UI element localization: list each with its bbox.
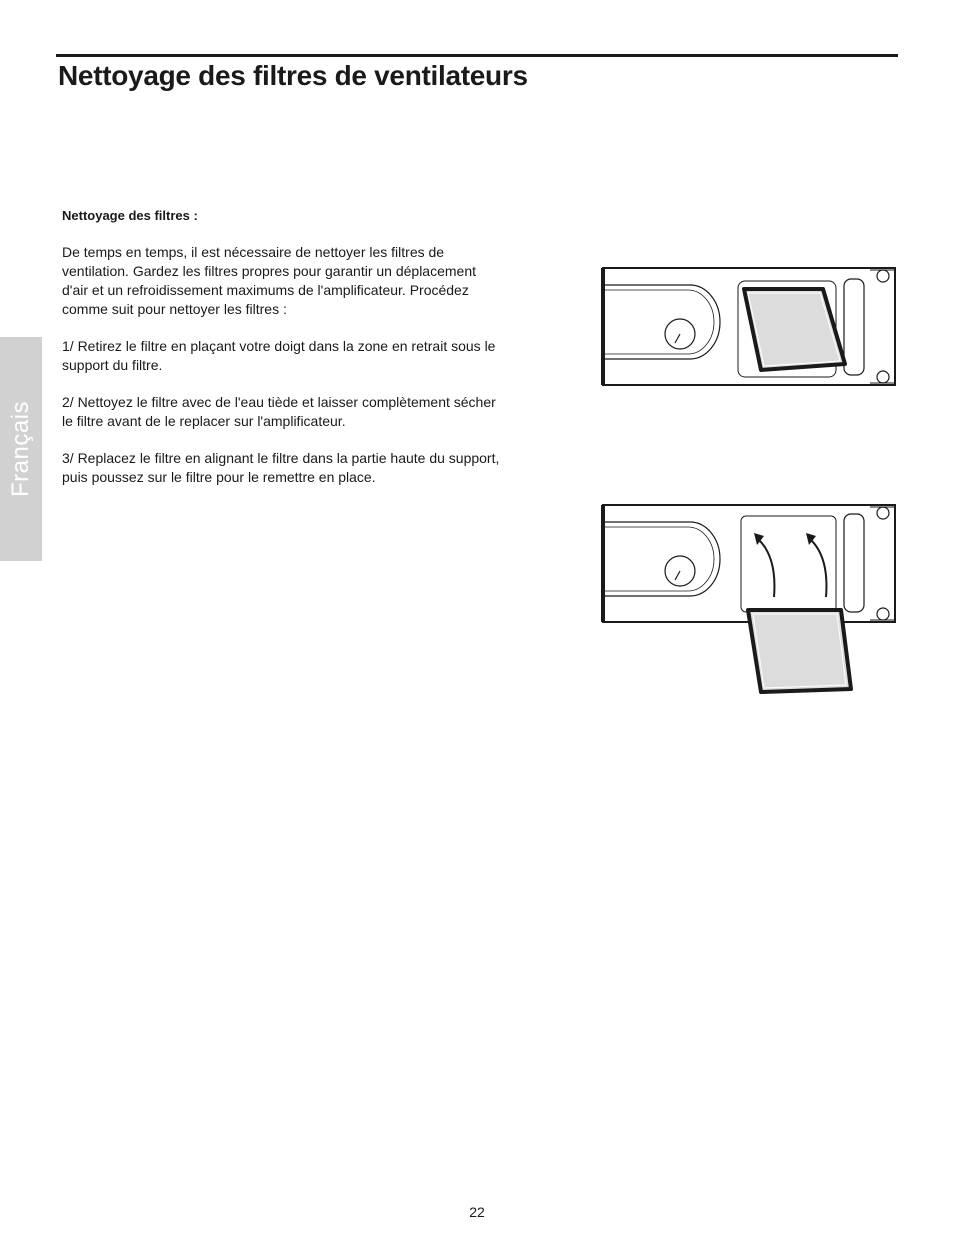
figure-filter-installed (598, 265, 898, 390)
figure-filter-removal (598, 502, 898, 698)
intro-paragraph: De temps en temps, il est nécessaire de nettoyer les filtres de ventilation. Gardez les filtres propres pour garantir un déplacement d'air et un refroidissement maximums de l'amplificateur. Procédez comme suit pour nettoyer les filtres : (62, 244, 476, 317)
page-title: Nettoyage des filtres de ventilateurs (58, 60, 528, 91)
language-tab-label: Français (7, 400, 34, 498)
air-filter (748, 610, 851, 692)
page-number: 22 (469, 1204, 485, 1220)
step-3: 3/ Replacez le filtre en alignant le filtre dans la partie haute du support, puis poussez sur le filtre pour le remettre en place. (62, 450, 500, 485)
instructions (62, 206, 502, 505)
header-rule (56, 54, 898, 57)
step-2: 2/ Nettoyez le filtre avec de l'eau tiède et laisser complètement sécher le filtre avant de le replacer sur l'amplificateur. (62, 394, 496, 429)
amplifier-filter-removal-illustration (598, 502, 898, 698)
step-1: 1/ Retirez le filtre en plaçant votre doigt dans la zone en retrait sous le support du filtre. (62, 338, 496, 373)
section-subheading: Nettoyage des filtres : (62, 208, 198, 223)
language-tab (0, 337, 42, 561)
amplifier-front-panel-illustration (598, 265, 898, 390)
